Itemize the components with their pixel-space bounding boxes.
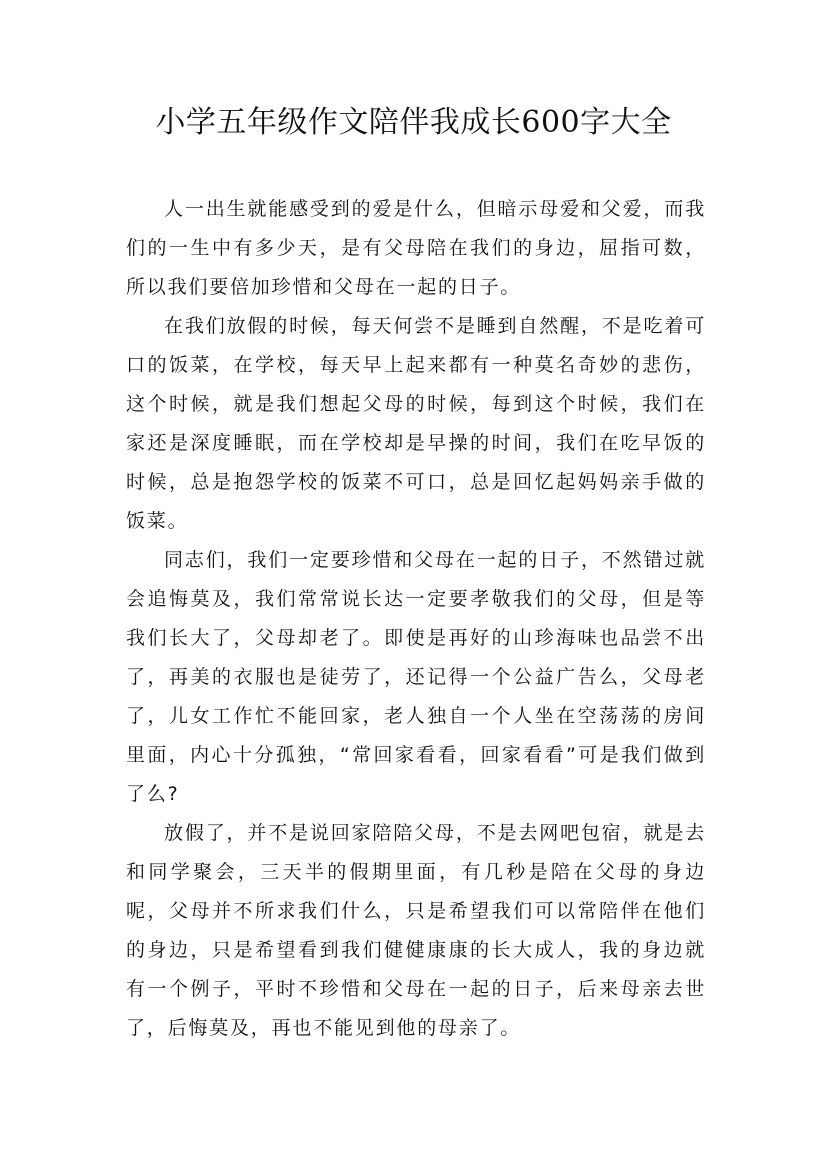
paragraph-4: 放假了，并不是说回家陪陪父母，不是去网吧包宿，就是去和同学聚会，三天半的假期里面，有几秒是陪在父母的身边呢，父母并不所求我们什么，只是希望我们可以常陪伴在他们的身边，只是希望看到我们健健康康的长大成人，我的身边就有一个例子，平时不珍惜和父母在一起的日子，后来母亲去世了，后悔莫及，再也不能见到他的母亲了。 [126, 822, 706, 1039]
document-body [126, 190, 706, 1048]
paragraph-1: 人一出生就能感受到的爱是什么，但暗示母爱和父爱，而我们的一生中有多少天，是有父母陪在我们的身边，屈指可数，所以我们要倍加珍惜和父母在一起的日子。 [126, 198, 706, 298]
paragraph-3: 同志们，我们一定要珍惜和父母在一起的日子，不然错过就会追悔莫及，我们常常说长达一定要孝敬我们的父母，但是等我们长大了，父母却老了。即使是再好的山珍海味也品尝不出了，再美的衣服也是徒劳了，还记得一个公益广告么，父母老了，儿女工作忙不能回家，老人独自一个人坐在空荡荡的房间里面，内心十分孤独，“常回家看看，回家看看”可是我们做到了么? [126, 549, 706, 805]
paragraph-2: 在我们放假的时候，每天何尝不是睡到自然醒，不是吃着可口的饭菜，在学校，每天早上起来都有一种莫名奇妙的悲伤，这个时候，就是我们想起父母的时候，每到这个时候，我们在家还是深度睡眠，而在学校却是早操的时间，我们在吃早饭的时候，总是抱怨学校的饭菜不可口，总是回忆起妈妈亲手做的饭菜。 [126, 315, 706, 532]
document-title: 小学五年级作文陪伴我成长600字大全 [155, 105, 672, 140]
